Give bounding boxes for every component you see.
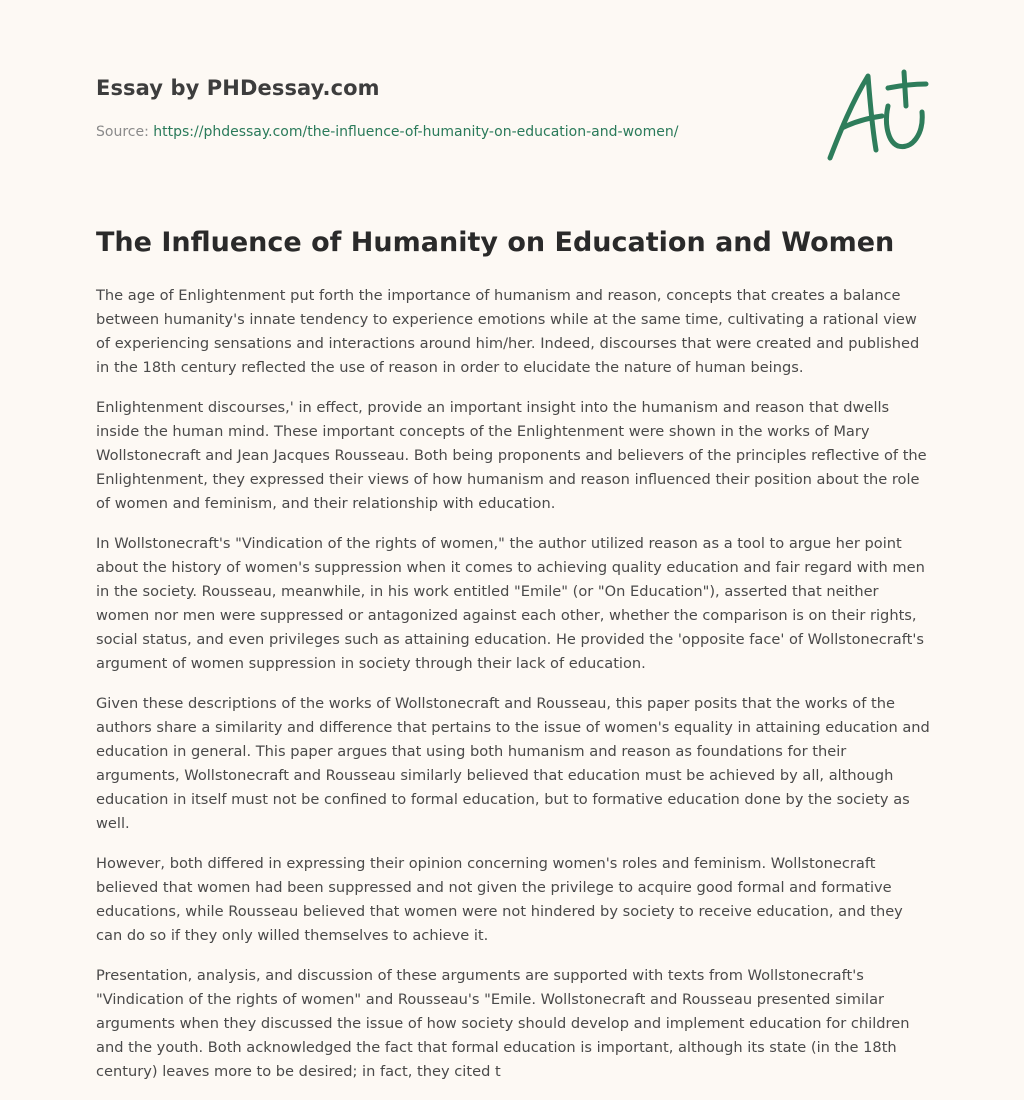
source-label: Source: <box>96 124 149 140</box>
source-line <box>96 124 678 140</box>
essay-title: The Influence of Humanity on Education and Women <box>96 227 895 258</box>
essay-paragraph: Enlightenment discourses,' in effect, provide an important insight into the humanism and reason that dwells inside the human mind. These important concepts of the Enlightenment were shown in the works of Mary Wollstonecraft and Jean Jacques Rousseau. Both being proponents and believers of the principles reflective of the Enlightenment, they expressed their views of how humanism and reason influenced their position about the role of women and feminism, and their relationship with education. <box>96 399 927 512</box>
source-link[interactable]: https://phdessay.com/the-influence-of-humanity-on-education-and-women/ <box>153 124 679 140</box>
essay-paragraph: Presentation, analysis, and discussion of these arguments are supported with texts from Wollstonecraft's "Vindication of the rights of women" and Rousseau's "Emile. Wollstonecraft and Rousseau presented similar arguments when they discussed the issue of how society should develop and implement education for children and the youth. Both acknowledged the fact that formal education is important, although its state (in the 18th century) leaves more to be desired; in fact, they cited t <box>96 967 910 1080</box>
essay-paragraph: The age of Enlightenment put forth the importance of humanism and reason, concepts that creates a balance between humanity's innate tendency to experience emotions while at the same time, cultivating a rational view of experiencing sensations and interactions around him/her. Indeed, discourses that were created and published in the 18th century reflected the use of reason in order to elucidate the nature of human beings. <box>96 287 920 376</box>
essay-paragraph: In Wollstonecraft's "Vindication of the rights of women," the author utilized reason as a tool to argue her point about the history of women's suppression when it comes to achieving quality education and fair regard with men in the society. Rousseau, meanwhile, in his work entitled "Emile" (or "On Education"), asserted that neither women nor men were suppressed or antagonized against each other, whether the comparison is on their rights, social status, and even privileges such as attaining education. He provided the 'opposite face' of Wollstonecraft's argument of women suppression in society through their lack of education. <box>96 535 925 672</box>
essay-paragraph: Given these descriptions of the works of Wollstonecraft and Rousseau, this paper posits that the works of the authors share a similarity and difference that pertains to the issue of women's equality in attaining education and education in general. This paper argues that using both humanism and reason as foundations for their arguments, Wollstonecraft and Rousseau similarly believed that education must be achieved by all, although education in itself must not be confined to formal education, but to formative education done by the society as well. <box>96 695 930 832</box>
essay-paragraph: However, both differed in expressing their opinion concerning women's roles and feminism. Wollstonecraft believed that women had been suppressed and not given the privilege to acquire good formal and formative educations, while Rousseau believed that women were not hindered by society to receive education, and they can do so if they only willed themselves to achieve it. <box>96 855 903 944</box>
essay-body <box>96 284 932 1100</box>
a-plus-logo-icon <box>822 62 932 166</box>
site-title: Essay by PHDessay.com <box>96 76 380 100</box>
